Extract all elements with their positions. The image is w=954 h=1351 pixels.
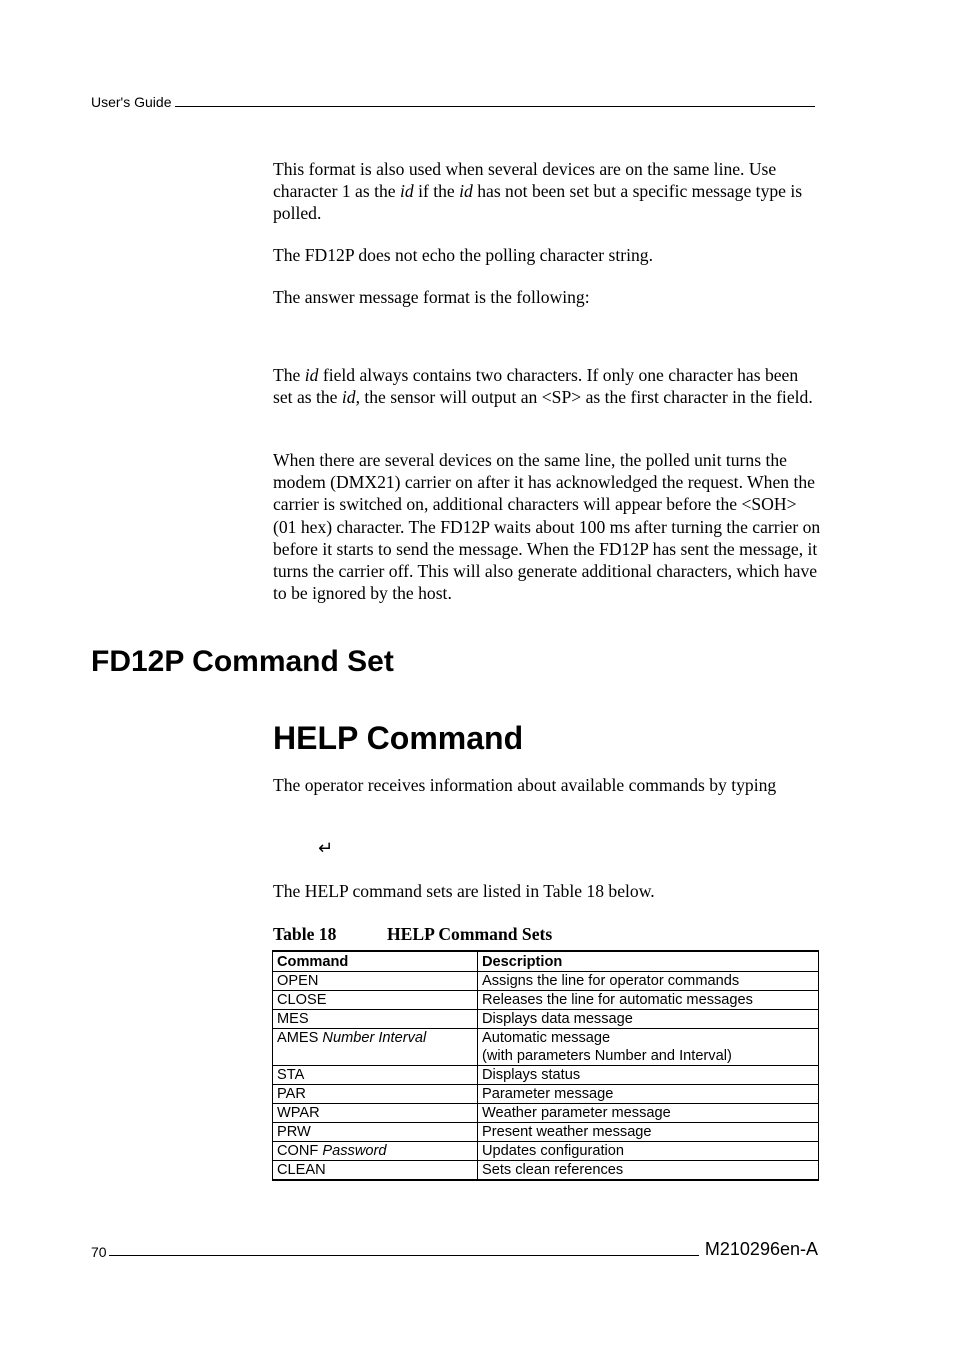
- description-text: Weather parameter message: [482, 1105, 671, 1121]
- command-cell: [273, 1104, 478, 1123]
- description-text: Sets clean references: [482, 1162, 624, 1178]
- command-cell: [273, 991, 478, 1010]
- document-id: M210296en-A: [704, 1239, 818, 1259]
- table-row: [273, 1085, 819, 1104]
- paragraph-polling-format: This format is also used when several devices are on the same line. Use character 1 as the id if the id has not been set but a specific message type is polled.: [273, 159, 803, 224]
- description-text: Releases the line for automatic messages: [482, 992, 753, 1008]
- command-cell: [273, 1029, 478, 1066]
- command-name: STA: [277, 1067, 305, 1083]
- command-name: AMES: [277, 1030, 323, 1046]
- description-text: Displays status: [482, 1067, 581, 1083]
- description-cell: [478, 972, 819, 991]
- command-cell: [273, 1142, 478, 1161]
- table-row: [273, 991, 819, 1010]
- table-row: [273, 1029, 819, 1066]
- section-heading: FD12P Command Set: [91, 645, 394, 678]
- paragraph-table-reference: The HELP command sets are listed in Table 18 below.: [273, 881, 655, 901]
- command-cell: [273, 1066, 478, 1085]
- command-name: CLEAN: [277, 1162, 326, 1178]
- description-text: Updates configuration: [482, 1143, 624, 1159]
- page-footer: [91, 1236, 818, 1260]
- command-name: CLOSE: [277, 992, 327, 1008]
- description-text: Automatic message: [482, 1030, 611, 1046]
- paragraph-no-echo: The FD12P does not echo the polling character string.: [273, 245, 653, 265]
- command-name: PAR: [277, 1086, 306, 1102]
- header-rule: [175, 106, 815, 107]
- command-name: PRW: [277, 1124, 311, 1140]
- page-header: [91, 90, 817, 110]
- description-cell: [478, 1161, 819, 1181]
- description-text: Present weather message: [482, 1124, 652, 1140]
- description-cell: [478, 1010, 819, 1029]
- header-title: User's Guide: [91, 94, 172, 110]
- description-text: Parameter message: [482, 1086, 614, 1102]
- table-caption-number: Table 18: [273, 924, 337, 944]
- command-cell: [273, 1010, 478, 1029]
- footer-rule: [109, 1255, 699, 1256]
- description-text-continued: (with parameters Number and Interval): [482, 1048, 732, 1064]
- description-cell: [478, 1066, 819, 1085]
- column-header-command: Command: [273, 951, 478, 972]
- table-row: [273, 1142, 819, 1161]
- description-cell: [478, 1142, 819, 1161]
- column-header-description: Description: [478, 951, 819, 972]
- command-argument: Password: [322, 1143, 387, 1159]
- description-cell: [478, 1029, 819, 1066]
- description-text: Assigns the line for operator commands: [482, 973, 740, 989]
- command-cell: [273, 1085, 478, 1104]
- command-cell: [273, 972, 478, 991]
- table-row: [273, 1161, 819, 1181]
- subsection-heading: HELP Command: [273, 720, 524, 756]
- table-row: [273, 1066, 819, 1085]
- table-header-row: [273, 951, 819, 972]
- command-name: OPEN: [277, 973, 319, 989]
- description-cell: [478, 1104, 819, 1123]
- command-cell: [273, 1161, 478, 1181]
- table-row: [273, 1104, 819, 1123]
- help-command-table: [272, 950, 819, 1181]
- table-caption: [273, 922, 552, 946]
- table-row: [273, 1010, 819, 1029]
- paragraph-modem-carrier: When there are several devices on the same line, the polled unit turns the modem (DMX21) carrier on after it has acknowledged the request. When the carrier is switched on, additional characters will appear before the <SOH> (01 hex) character. The FD12P waits about 100 ms after turning the carrier on before it starts to send the message. When the FD12P has sent the message, it turns the carrier off. This will also generate additional characters, which have to be ignored by the host.: [273, 450, 821, 604]
- command-argument: Number Interval: [322, 1030, 427, 1046]
- description-text: Displays data message: [482, 1011, 633, 1027]
- page-number: 70: [91, 1244, 107, 1260]
- table-row: [273, 1123, 819, 1142]
- enter-key-icon: ↵: [318, 838, 334, 859]
- table-caption-title: HELP Command Sets: [387, 924, 553, 944]
- paragraph-help-intro: The operator receives information about available commands by typing: [273, 775, 777, 795]
- command-name: MES: [277, 1011, 309, 1027]
- paragraph-answer-format: The answer message format is the following:: [273, 287, 590, 307]
- description-cell: [478, 1085, 819, 1104]
- command-name: CONF: [277, 1143, 323, 1159]
- paragraph-id-field: The id field always contains two characters. If only one character has been set as the id, the sensor will output an <SP> as the first character in the field.: [273, 365, 813, 408]
- table-row: [273, 972, 819, 991]
- command-cell: [273, 1123, 478, 1142]
- description-cell: [478, 1123, 819, 1142]
- description-cell: [478, 991, 819, 1010]
- command-name: WPAR: [277, 1105, 320, 1121]
